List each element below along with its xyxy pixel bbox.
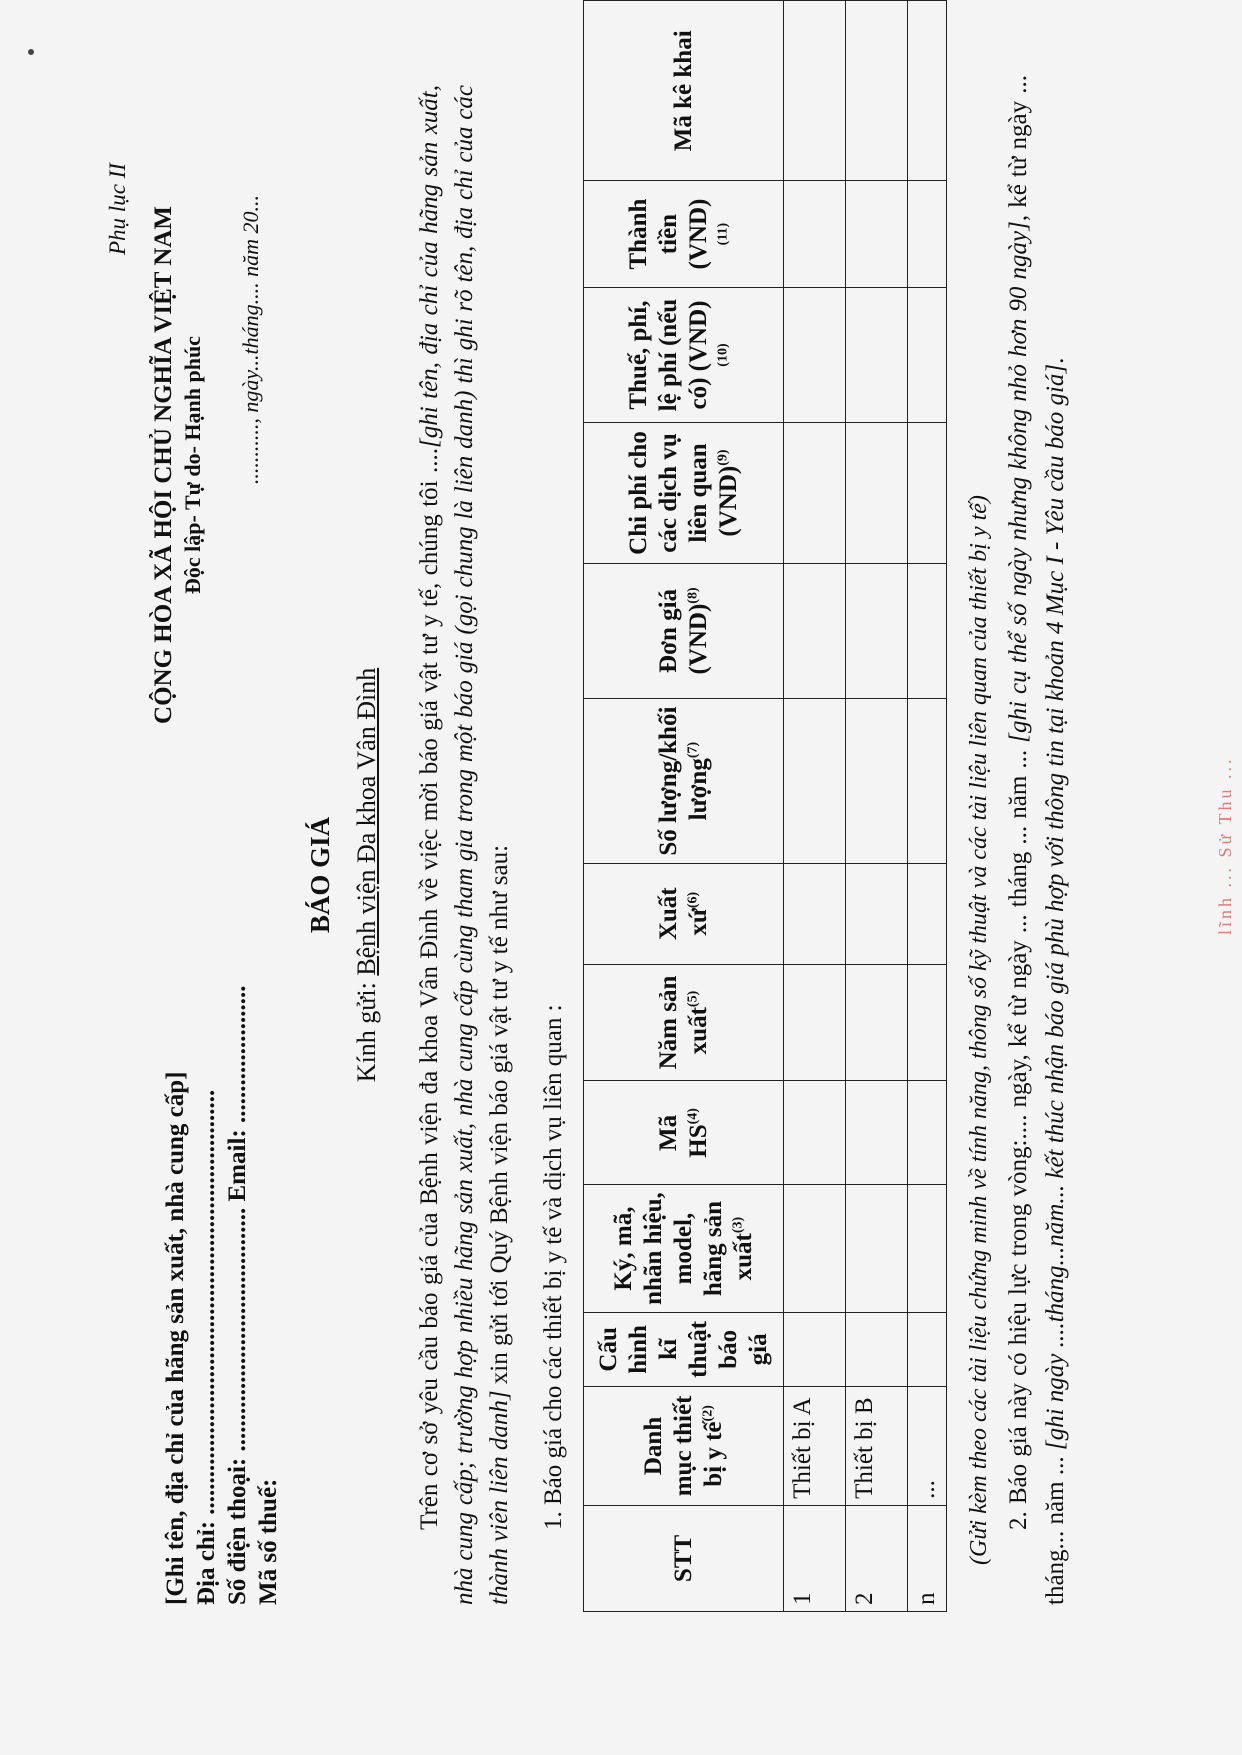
col-header-hs-code: Mã HS$^{(4)}$ — [584, 1081, 784, 1185]
cell-empty — [784, 699, 846, 863]
cell-device-name: Thiết bị B — [846, 1387, 908, 1506]
cell-device-name: ... — [908, 1387, 947, 1506]
cell-empty — [846, 964, 908, 1081]
document-title: BÁO GIÁ — [305, 816, 335, 934]
col-header-device-name: Danh mục thiết bị y tế$^{(2)}$ — [584, 1387, 784, 1506]
cell-empty — [784, 863, 846, 964]
col-header-declaration-code: Mã kê khai — [584, 1, 784, 182]
cell-empty — [908, 1081, 947, 1185]
cell-empty — [846, 1312, 908, 1386]
cell-empty — [846, 563, 908, 699]
supplier-address-line: Địa chỉ: .................................................................... — [193, 1089, 220, 1605]
intro-text-2: xin gửi tới Quý Bệnh viện báo giá vật tư y tế như sau: — [486, 844, 513, 1391]
date-line: ..........., ngày...tháng.... năm 20... — [238, 195, 263, 485]
cell-empty — [846, 1, 908, 182]
cell-empty — [784, 423, 846, 563]
cell-empty — [846, 1081, 908, 1185]
cell-empty — [908, 181, 947, 287]
cell-empty — [784, 1185, 846, 1312]
cell-empty — [846, 1185, 908, 1312]
cell-empty — [908, 964, 947, 1081]
cell-empty — [908, 1185, 947, 1312]
table-row — [846, 1, 908, 1612]
attachment-note: (Gửi kèm theo các tài liệu chứng minh về tính năng, thông số kỹ thuật và các tài liệu liên quan của thiết bị y tế) — [966, 495, 992, 1565]
validity-text-italic-2: [ghi ngày ....tháng...năm... kết thúc nhận báo giá phù hợp với thông tin tại khoản 4 Mục I - Yêu cầu báo giá] — [1042, 363, 1069, 1451]
cell-empty — [784, 563, 846, 699]
table-header-row — [584, 1, 784, 1612]
recipient-line — [350, 515, 383, 1235]
cell-empty — [908, 699, 947, 863]
validity-paragraph — [1000, 75, 1074, 1605]
cell-empty — [846, 181, 908, 287]
bleed-through-mark: lĩnh ... Sử Thu ... — [1215, 756, 1235, 935]
col-header-unit-price: Đơn giá (VND)$^{(8)}$ — [584, 563, 784, 699]
cell-empty — [784, 287, 846, 423]
cell-empty — [846, 423, 908, 563]
intro-text-italic: [ghi tên, địa chỉ của hãng sản xuất, nhà cung cấp; trường hợp nhiều hãng sản xuất, nhà cung cấp cùng tham gia trong một báo giá (gọi chung là liên danh) thì ghi rõ tên, địa chỉ của các thành viên liên danh] — [416, 85, 513, 1605]
cell-empty — [784, 964, 846, 1081]
recipient-name: Bệnh viện Đa khoa Vân Đình — [352, 667, 381, 976]
scan-speck — [28, 49, 34, 55]
cell-empty — [908, 1, 947, 182]
validity-text-italic-1: [ghi cụ thể số ngày nhưng không nhỏ hơn 90 ngày] — [1005, 221, 1032, 743]
cell-empty — [908, 423, 947, 563]
recipient-prefix: Kính gửi: — [352, 975, 381, 1083]
col-header-year: Năm sản xuất$^{(5)}$ — [584, 964, 784, 1081]
cell-empty — [846, 287, 908, 423]
supplier-name-line: [Ghi tên, địa chỉ của hãng sản xuất, nhà cung cấp] — [162, 1071, 189, 1605]
cell-empty — [908, 863, 947, 964]
intro-text-1: Trên cơ sở yêu cầu báo giá của Bệnh viện đa khoa Vân Đình về việc mời báo giá vật tư y tế, chúng tôi .... — [416, 447, 443, 1530]
cell-device-name: Thiết bị A — [784, 1387, 846, 1506]
table-row — [784, 1, 846, 1612]
cell-stt: n — [908, 1505, 947, 1611]
appendix-label: Phụ lục II — [105, 163, 130, 255]
cell-empty — [784, 1, 846, 182]
cell-empty — [784, 181, 846, 287]
validity-text-2: , kể từ ngày ... tháng... năm ... — [1005, 75, 1069, 1605]
col-header-tax: Thuế, phí, lệ phí (nếu có) (VND) $^{(10)}$ — [584, 287, 784, 423]
supplier-phone-email-line: Số điện thoại: ....................................... Email: ...................... — [224, 985, 251, 1605]
col-header-config: Cấu hình kĩ thuật báo giá — [584, 1312, 784, 1386]
cell-empty — [846, 699, 908, 863]
intro-paragraph — [412, 85, 517, 1605]
validity-text-1: 2. Báo giá này có hiệu lực trong vòng:.... ngày, kể từ ngày ... tháng ... năm ... — [1005, 742, 1032, 1530]
col-header-origin: Xuất xứ$^{(6)}$ — [584, 863, 784, 964]
nation-name: CỘNG HÒA XÃ HỘI CHỦ NGHĨA VIỆT NAM — [150, 206, 177, 724]
col-header-brand: Ký, mã, nhãn hiệu, model, hãng sản xuất$^{(3)}$ — [584, 1185, 784, 1312]
col-header-stt: STT — [584, 1505, 784, 1611]
validity-text-end: . — [1042, 357, 1069, 364]
cell-empty — [908, 1312, 947, 1386]
cell-stt: 1 — [784, 1505, 846, 1611]
cell-empty — [908, 287, 947, 423]
national-header — [148, 165, 207, 765]
col-header-service-cost: Chi phí cho các dịch vụ liên quan (VND)$^{(9)}$ — [584, 423, 784, 563]
supplier-tax-line: Mã số thuế: — [255, 1478, 282, 1605]
cell-stt: 2 — [846, 1505, 908, 1611]
national-motto: Độc lập- Tự do- Hạnh phúc — [180, 336, 205, 594]
table-row — [908, 1, 947, 1612]
section-1-heading: 1. Báo giá cho các thiết bị y tế và dịch vụ liên quan : — [540, 1004, 567, 1530]
cell-empty — [784, 1312, 846, 1386]
cell-empty — [908, 563, 947, 699]
supplier-header — [160, 845, 284, 1605]
cell-empty — [784, 1081, 846, 1185]
col-header-quantity: Số lượng/khối lượng$^{(7)}$ — [584, 699, 784, 863]
quotation-table — [583, 0, 947, 1612]
col-header-total: Thành tiền (VND) $^{(11)}$ — [584, 181, 784, 287]
cell-empty — [846, 863, 908, 964]
